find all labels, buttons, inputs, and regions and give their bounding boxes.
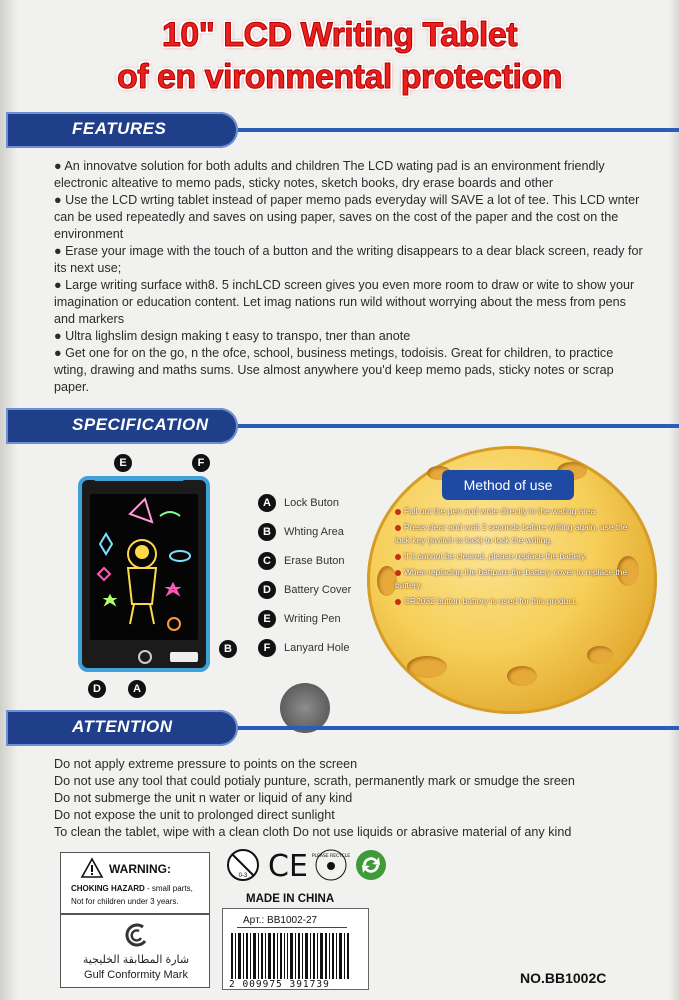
bullet-icon [395, 554, 401, 560]
tablet-screen [90, 494, 198, 640]
legend-item [258, 523, 344, 541]
bullet-icon [395, 570, 401, 576]
hazard-label: CHOKING HAZARD [71, 884, 145, 893]
legend-label: Battery Cover [284, 584, 352, 596]
legend-label: Lanyard Hole [284, 642, 350, 654]
legend-item [258, 610, 341, 628]
feature-item: ● Ultra lighslim design making t easy to transpo, tner than anote [54, 329, 411, 343]
legend-item [258, 639, 349, 657]
tablet-illustration [78, 476, 210, 672]
legend-letter: C [258, 552, 276, 570]
divider [237, 927, 347, 928]
recycle-label: PLEASE RECYCLE [311, 854, 351, 859]
age-label: 0-3 [238, 873, 248, 879]
bullet-icon [395, 599, 401, 605]
choking-warning-box [60, 852, 210, 914]
features-heading: FEATURES [72, 119, 167, 138]
article-number: Apт.: BB1002-27 [243, 915, 318, 926]
method-of-use-list [395, 505, 630, 611]
attention-item: To clean the tablet, wipe with a clean cloth Do not use liquids or abrasive material of any kind [54, 825, 572, 839]
legend-letter: A [258, 494, 276, 512]
hazard-detail: - small parts, [144, 884, 193, 893]
legend-label: Whting Area [284, 526, 344, 538]
attention-item: Do not apply extreme pressure to points on the screen [54, 757, 358, 771]
callout-d: D [88, 680, 106, 698]
bullet-icon [395, 509, 401, 515]
bullet-icon [395, 525, 401, 531]
crater [377, 566, 397, 596]
barcode-icon [231, 933, 351, 979]
lock-button [138, 650, 152, 664]
legend-label: Lock Buton [284, 497, 340, 509]
legend-label: Erase Buton [284, 555, 345, 567]
gulf-conformity-icon [123, 921, 151, 949]
page-edge [669, 0, 679, 1000]
made-in-label: MADE IN CHINA [246, 893, 335, 905]
warning-title: WARNING: [109, 862, 171, 876]
feature-item: ● Large writing surface with8. 5 inchLCD screen gives you even more room to draw or wite to show your imagination or education content. Let imag nations run wild without worrying about the mess from pens and markers [54, 278, 635, 326]
crater [587, 646, 613, 664]
warning-triangle-icon [81, 858, 103, 878]
please-recycle-icon [311, 848, 351, 882]
callout-e: E [114, 454, 132, 472]
attention-list [54, 756, 654, 841]
specification-heading: SPECIFICATION [72, 415, 209, 434]
attention-item: Do not expose the unit to prolonged direct sunlight [54, 808, 335, 822]
age-restriction-icon [226, 848, 260, 882]
features-list [54, 158, 644, 396]
legend-letter: E [258, 610, 276, 628]
gcm-english: Gulf Conformity Mark [84, 969, 188, 981]
specification-banner [6, 408, 238, 444]
legend-label: Writing Pen [284, 613, 341, 625]
crater [507, 666, 537, 686]
legend-item [258, 494, 339, 512]
feature-item: ● An innovatve solution for both adults and children The LCD wating pad is an environment friendly electronic alteative to memo pads, sticky notes, sketch books, dry erase boards and other [54, 159, 605, 190]
page-edge [0, 0, 18, 1000]
method-of-use-title: Method of use [442, 470, 574, 500]
method-item [395, 566, 630, 592]
method-item-text: If it cannot be cleared, please replace the battery. [404, 551, 587, 561]
callout-b: B [219, 640, 237, 658]
attention-banner [6, 710, 238, 746]
warning-age: Not for children under 3 years. [71, 897, 179, 906]
article-barcode-box [222, 908, 369, 990]
feature-item: ● Get one for on the go, n the ofce, school, business metings, todoisis. Great for children, to practice wting, drawing and maths sums. Use almost anywhere you'd keep memo pads, sticky notes or scrap paper. [54, 346, 614, 394]
method-item-text: Press clear and wait 2 seconds before writing again, use the lock key (switch to lock) to lock the writing. [395, 522, 628, 545]
title-line-1: 10" LCD Writing Tablet [161, 16, 518, 54]
method-item-text: CR2032 button battery is used for this product. [404, 596, 578, 606]
method-item-text: Full out the pen and wnte directly in the wating area [404, 506, 596, 516]
attention-heading: ATTENTION [72, 717, 173, 736]
callout-a: A [128, 680, 146, 698]
callout-f: F [192, 454, 210, 472]
legend-letter: F [258, 639, 276, 657]
pen-icon [94, 476, 184, 481]
features-banner [6, 112, 238, 148]
gcm-arabic: شارة المطابقة الخليجية [82, 954, 190, 966]
legend-item [258, 552, 345, 570]
method-item [395, 550, 630, 563]
method-item [395, 521, 630, 547]
method-item-text: When replacing the battpure the battery cover to replace the battery. [395, 567, 628, 590]
barcode-number: 2 009975 391739 [229, 979, 330, 990]
ce-label: CE [268, 849, 308, 884]
feature-item: ● Use the LCD wrting tablet instead of paper memo pads everyday will SAVE a lot of tee. This LCD wnter can be used repeatedly and saves on using paper, saves on the cost of the paper and the cost on the environment [54, 193, 640, 241]
legend-letter: B [258, 523, 276, 541]
feature-item: ● Erase your image with the touch of a button and the writing disappears to a dear black screen, ready for its next use; [54, 244, 643, 275]
doodle-art-icon [90, 494, 198, 640]
warning-hazard [71, 884, 193, 893]
title-line-2: of en vironmental protection [116, 58, 563, 96]
method-item [395, 595, 630, 608]
crater [407, 656, 447, 678]
model-number: NO.BB1002C [520, 970, 607, 986]
ce-mark-icon [266, 848, 306, 882]
brand-tag [170, 652, 198, 662]
attention-item: Do not use any tool that could potialy punture, scrath, permanently mark or smudge the sreen [54, 774, 575, 788]
legend-letter: D [258, 581, 276, 599]
green-dot-icon [354, 848, 388, 882]
attention-item: Do not submerge the unit n water or liquid of any kind [54, 791, 353, 805]
legend-item [258, 581, 351, 599]
gulf-conformity-box [60, 914, 210, 988]
method-item [395, 505, 630, 518]
